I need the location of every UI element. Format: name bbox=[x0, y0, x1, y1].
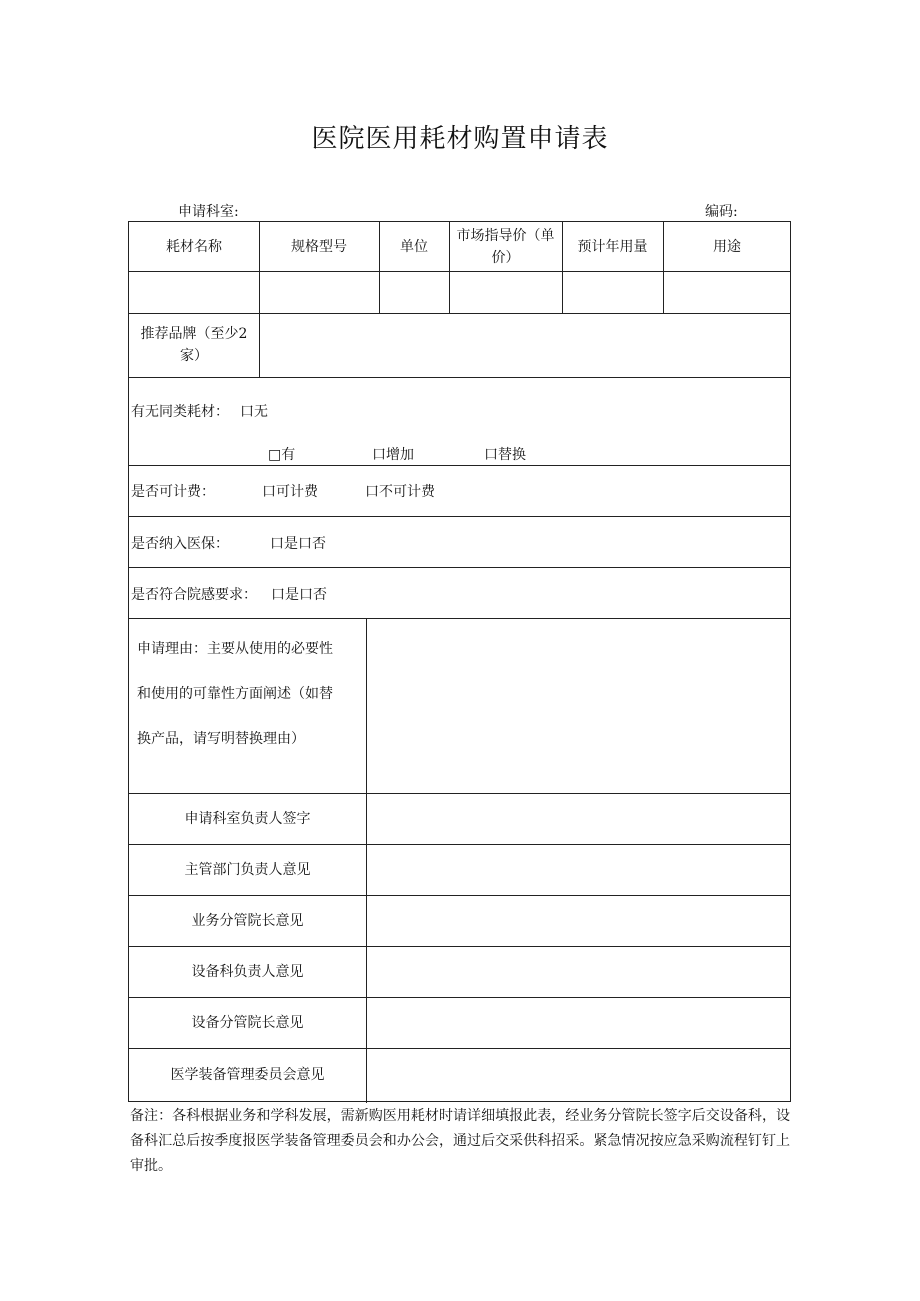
header-annual-usage: 预计年用量 bbox=[577, 238, 648, 255]
sign-business-vp-label: 业务分管院长意见 bbox=[191, 912, 304, 929]
sign-dept-head-field[interactable] bbox=[366, 793, 791, 844]
brand-label: 推荐品牌（至少2家） bbox=[140, 326, 248, 364]
header-price: 市场指导价（单价） bbox=[456, 227, 555, 266]
sign-supervisor-field[interactable] bbox=[366, 844, 791, 895]
sign-equipment-head-field[interactable] bbox=[366, 946, 791, 997]
sign-dept-head-label: 申请科室负责人签字 bbox=[184, 810, 311, 827]
input-name[interactable] bbox=[129, 271, 259, 313]
input-price[interactable] bbox=[449, 271, 562, 313]
header-spec: 规格型号 bbox=[291, 238, 347, 255]
similar-label: 有无同类耗材： bbox=[131, 404, 229, 420]
page-title: 医院医用耗材购置申请表 bbox=[311, 124, 609, 154]
insurance-label: 是否纳入医保： bbox=[131, 536, 229, 552]
sign-business-vp-field[interactable] bbox=[366, 895, 791, 946]
code-label: 编码: bbox=[705, 204, 738, 220]
option-add[interactable]: 口增加 bbox=[372, 447, 414, 463]
application-form bbox=[128, 221, 791, 1102]
reason-line-3: 换产品，请写明替换理由） bbox=[137, 731, 305, 747]
option-not-billable[interactable]: 口不可计费 bbox=[365, 484, 435, 500]
option-billable[interactable]: 口可计费 bbox=[262, 484, 318, 500]
option-have[interactable]: □有 bbox=[268, 447, 296, 463]
input-purpose[interactable] bbox=[663, 271, 791, 313]
sign-supervisor-label: 主管部门负责人意见 bbox=[184, 861, 311, 878]
reason-line-2: 和使用的可靠性方面阐述（如替 bbox=[137, 686, 333, 702]
infection-options[interactable]: 口是口否 bbox=[271, 587, 327, 603]
dept-label: 申请科室: bbox=[178, 204, 239, 220]
sign-committee-field[interactable] bbox=[366, 1048, 791, 1102]
billable-label: 是否可计费： bbox=[131, 484, 215, 500]
header-name: 耗材名称 bbox=[166, 238, 222, 255]
sign-equipment-vp-label: 设备分管院长意见 bbox=[191, 1014, 304, 1031]
footnote: 备注：各科根据业务和学科发展，需新购医用耗材时请详细填报此表，经业务分管院长签字后交设备科，设备科汇总后按季度报医学装备管理委员会和办公会，通过后交采供科招采。紧急情况按应急采购流程钉钉上审批。 bbox=[130, 1108, 790, 1174]
sign-equipment-vp-field[interactable] bbox=[366, 997, 791, 1048]
input-spec[interactable] bbox=[259, 271, 379, 313]
option-replace[interactable]: 口替换 bbox=[484, 447, 526, 463]
input-unit[interactable] bbox=[379, 271, 449, 313]
header-unit: 单位 bbox=[400, 238, 428, 255]
reason-line-1: 申请理由：主要从使用的必要性 bbox=[137, 641, 333, 657]
header-purpose: 用途 bbox=[713, 238, 741, 255]
sign-committee-label: 医学装备管理委员会意见 bbox=[170, 1067, 325, 1083]
input-annual-usage[interactable] bbox=[562, 271, 663, 313]
input-reason[interactable] bbox=[366, 618, 791, 793]
input-brand[interactable] bbox=[259, 313, 791, 377]
sign-equipment-head-label: 设备科负责人意见 bbox=[191, 963, 304, 980]
option-none[interactable]: 口无 bbox=[240, 404, 268, 420]
reason-label bbox=[137, 627, 362, 762]
insurance-options[interactable]: 口是口否 bbox=[270, 536, 326, 552]
infection-label: 是否符合院感要求： bbox=[131, 587, 257, 603]
